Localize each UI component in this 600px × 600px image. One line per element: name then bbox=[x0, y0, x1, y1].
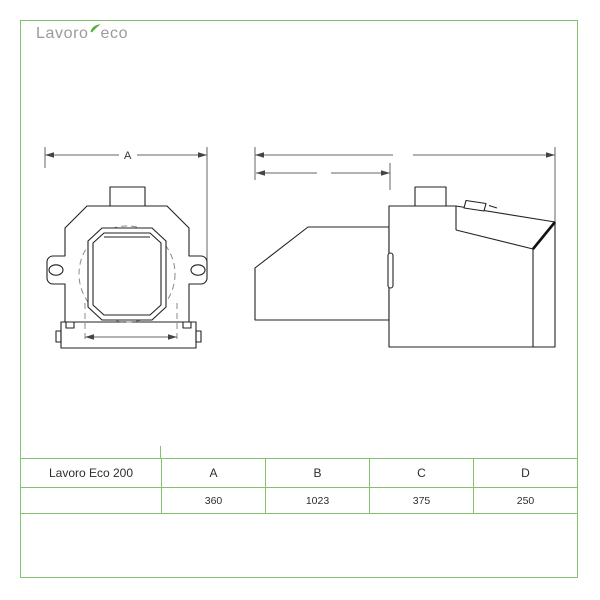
col-header-b: B bbox=[266, 459, 370, 488]
side-view bbox=[255, 147, 555, 347]
panel-tick bbox=[489, 206, 497, 209]
value-d: 250 bbox=[474, 488, 578, 514]
body-outline bbox=[389, 206, 555, 347]
col-header-d: D bbox=[474, 459, 578, 488]
value-b: 1023 bbox=[266, 488, 370, 514]
base-left-tab bbox=[56, 331, 61, 342]
front-top-stub bbox=[110, 187, 145, 206]
value-a: 360 bbox=[162, 488, 266, 514]
brand-name-second: eco bbox=[100, 25, 129, 42]
col-header-a: A bbox=[162, 459, 266, 488]
model-empty-cell bbox=[21, 488, 162, 514]
dimension-a-label: A bbox=[124, 150, 132, 162]
dimensions-table bbox=[20, 458, 578, 514]
model-name-cell: Lavoro Eco 200 bbox=[21, 459, 162, 488]
burner-tube bbox=[255, 227, 389, 320]
dimension-tube-length bbox=[256, 163, 390, 190]
table-value-row bbox=[21, 488, 578, 514]
opening-outer bbox=[88, 228, 166, 320]
body-latch bbox=[388, 253, 393, 288]
front-base bbox=[61, 322, 196, 348]
base-right-tab bbox=[196, 331, 201, 342]
value-c: 375 bbox=[370, 488, 474, 514]
col-header-c: C bbox=[370, 459, 474, 488]
front-view bbox=[45, 147, 207, 348]
brand-name-first: Lavoro bbox=[36, 25, 89, 42]
table-header-row bbox=[21, 459, 578, 488]
table-divider-tick bbox=[160, 446, 161, 458]
side-top-stub bbox=[415, 187, 446, 206]
